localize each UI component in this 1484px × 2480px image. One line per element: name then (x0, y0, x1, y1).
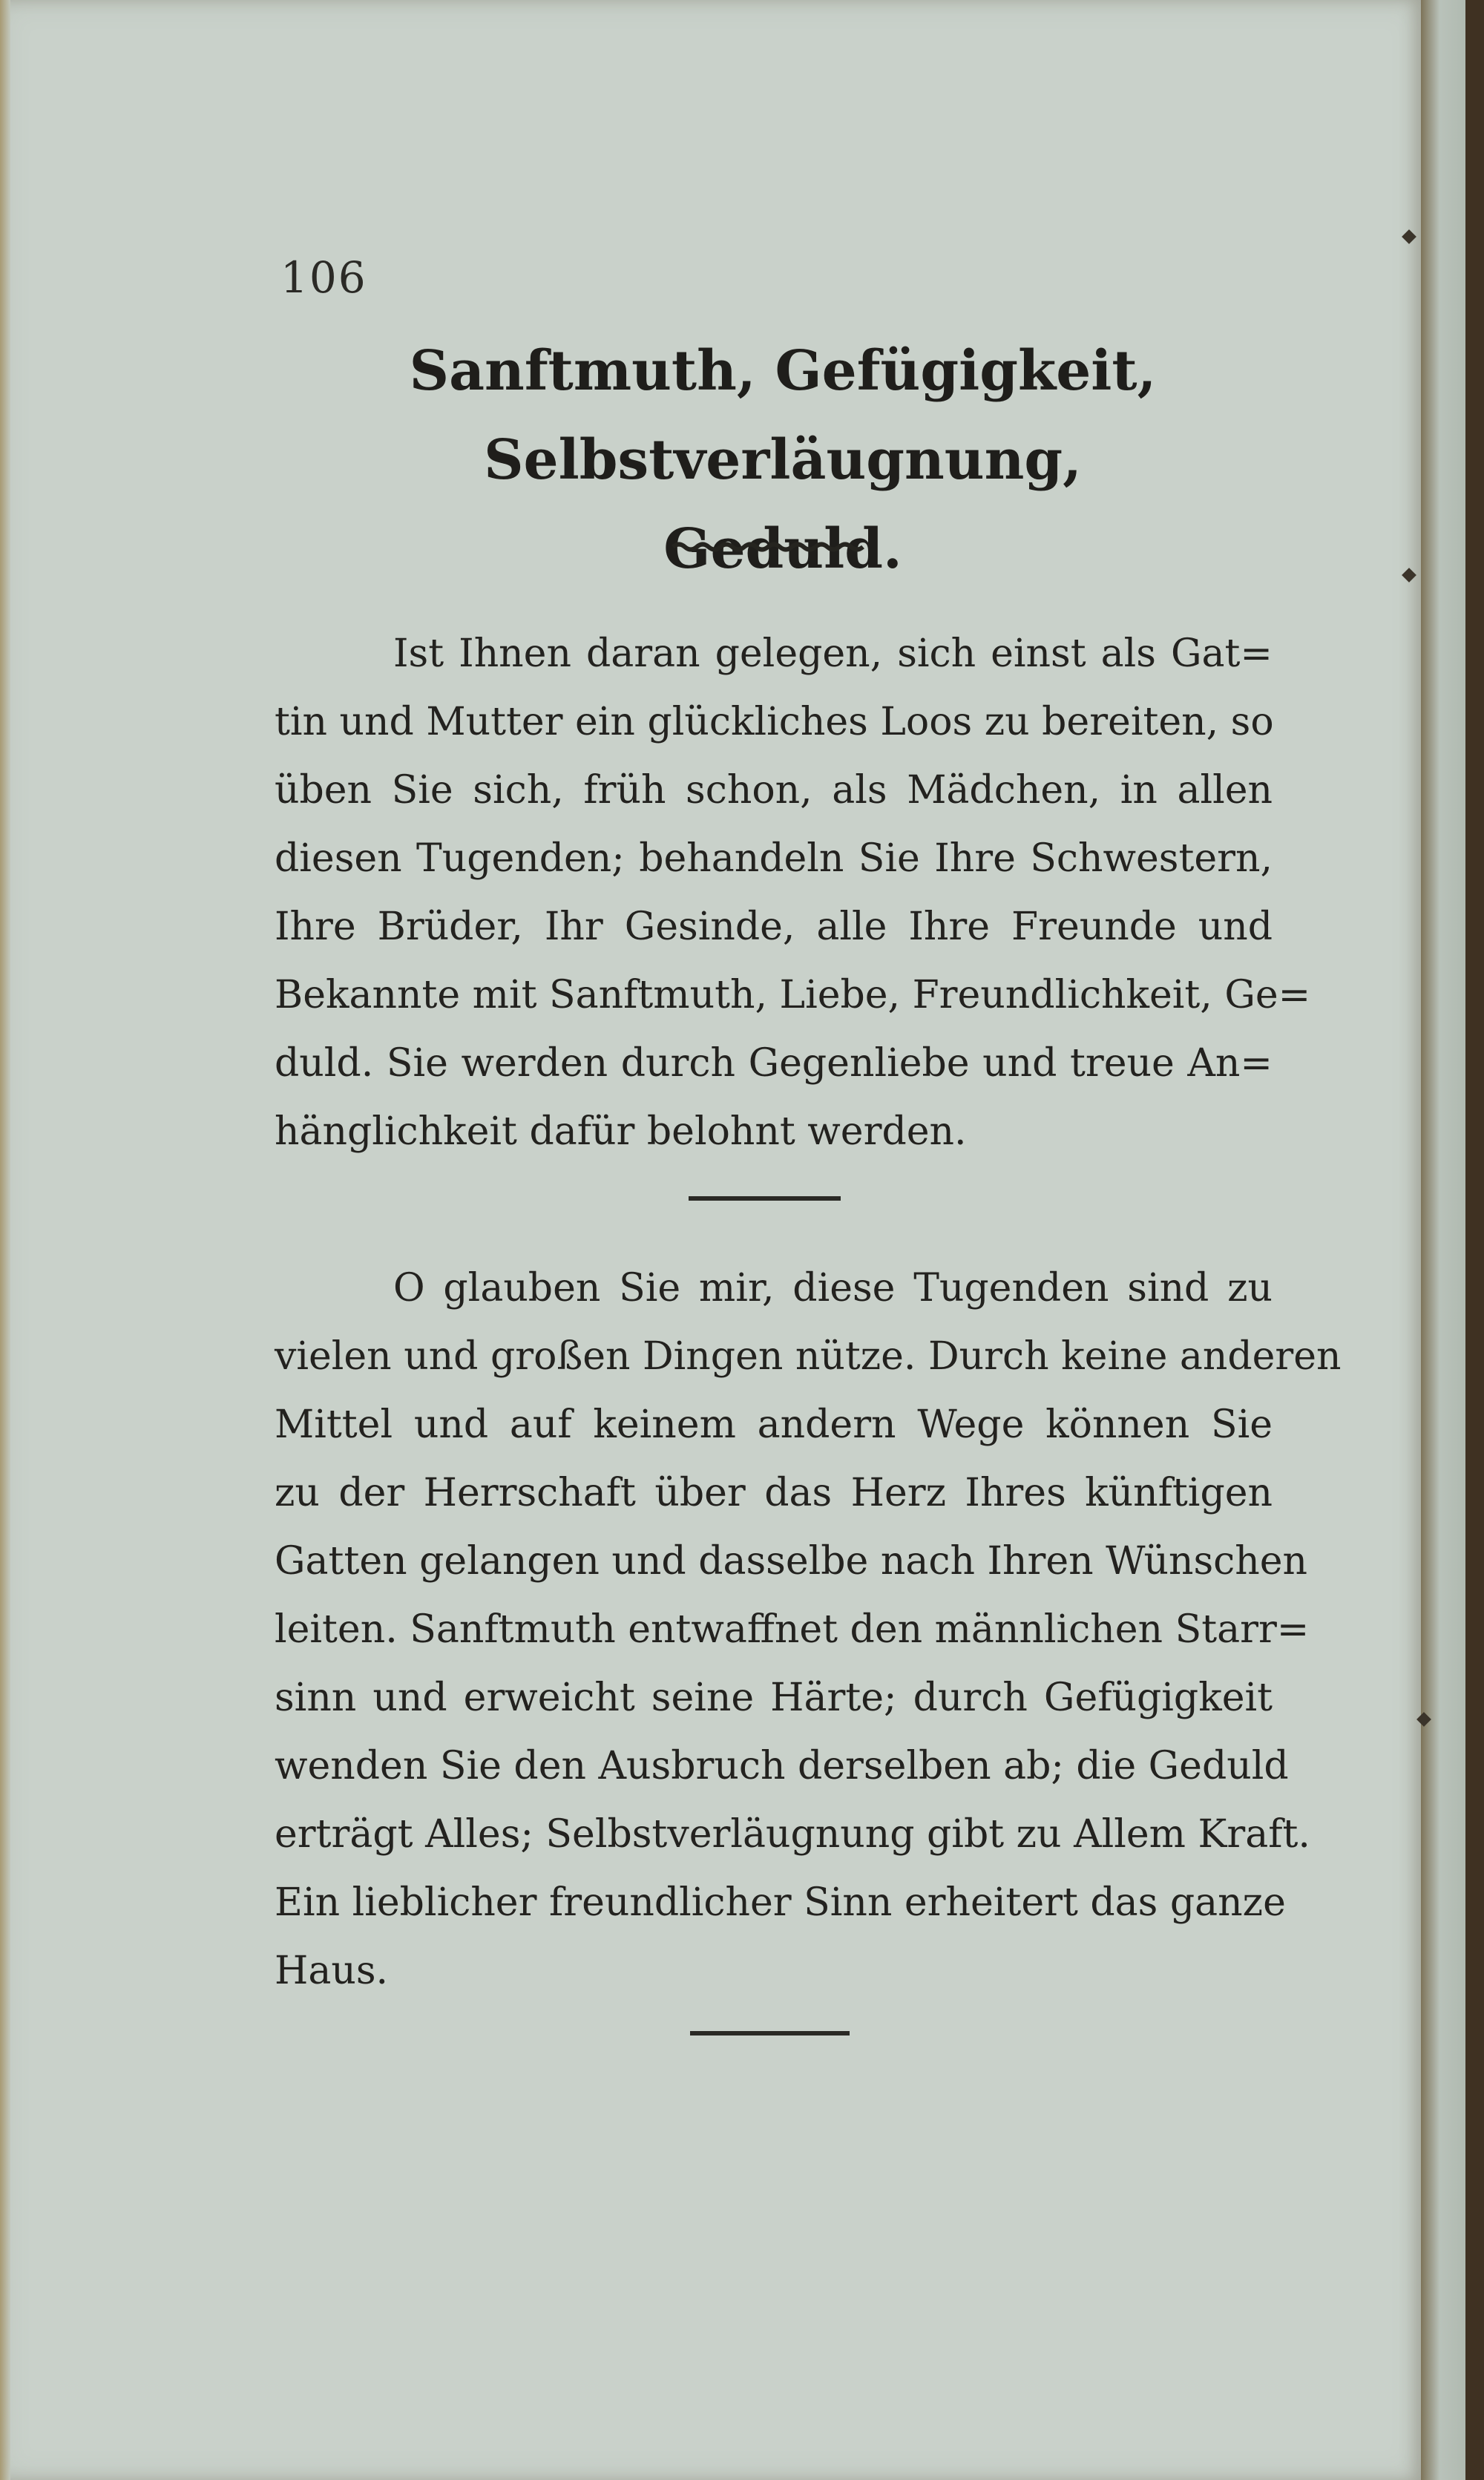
paragraph-2-line: O glauben Sie mir, diese Tugenden sind zu (393, 1266, 1273, 1310)
paragraph-2-line: Mittel und auf keinem andern Wege können Sie (275, 1403, 1273, 1447)
paragraph-2-line: wenden Sie den Ausbruch derselben ab; die Geduld (275, 1744, 1289, 1788)
wavy-ornament-icon (672, 540, 864, 554)
heading-line-2: Geduld. (663, 517, 902, 581)
paragraph-2-line: Gatten gelangen und dasselbe nach Ihren Wünschen (275, 1539, 1308, 1584)
paragraph-1-line: üben Sie sich, früh schon, als Mädchen, in allen (275, 768, 1273, 813)
page-left-edge (0, 0, 10, 2480)
paragraph-1-line: Bekannte mit Sanftmuth, Liebe, Freundlichkeit, Ge= (275, 973, 1311, 1017)
paragraph-2 (275, 1254, 1342, 2005)
separator-rule (689, 1196, 841, 1201)
paragraph-1-line: Ihre Brüder, Ihr Gesinde, alle Ihre Freunde und (275, 905, 1273, 949)
page-number: 106 (280, 252, 367, 303)
paragraph-1-line: diesen Tugenden; behandeln Sie Ihre Schwestern, (275, 836, 1273, 881)
heading-line-1: Sanftmuth, Gefügigkeit, Selbstverläugnung, (409, 339, 1157, 492)
paragraph-2-line: zu der Herrschaft über das Herz Ihres künftigen (275, 1471, 1273, 1515)
paragraph-2-line: sinn und erweicht seine Härte; durch Gefügigkeit (275, 1676, 1273, 1720)
paragraph-2-line: erträgt Alles; Selbstverläugnung gibt zu Allem Kraft. (275, 1812, 1310, 1857)
paragraph-1-line: hänglichkeit dafür belohnt werden. (275, 1109, 967, 1154)
paragraph-2-line: vielen und großen Dingen nütze. Durch keine anderen (275, 1334, 1342, 1379)
paragraph-1-line: duld. Sie werden durch Gegenliebe und treue An= (275, 1041, 1273, 1086)
section-heading (245, 327, 1321, 594)
paragraph-1 (275, 620, 1311, 1166)
paragraph-2-line: Haus. (275, 1949, 389, 1993)
paragraph-1-line: tin und Mutter ein glückliches Loos zu bereiten, so (275, 700, 1274, 744)
paragraph-2-line: Ein lieblicher freundlicher Sinn erheitert das ganze (275, 1880, 1286, 1925)
book-cover-edge (1465, 0, 1484, 2480)
end-rule (690, 2031, 850, 2035)
paragraph-2-line: leiten. Sanftmuth entwaffnet den männlichen Starr= (275, 1607, 1310, 1652)
paragraph-1-line: Ist Ihnen daran gelegen, sich einst als Gat= (393, 632, 1273, 676)
